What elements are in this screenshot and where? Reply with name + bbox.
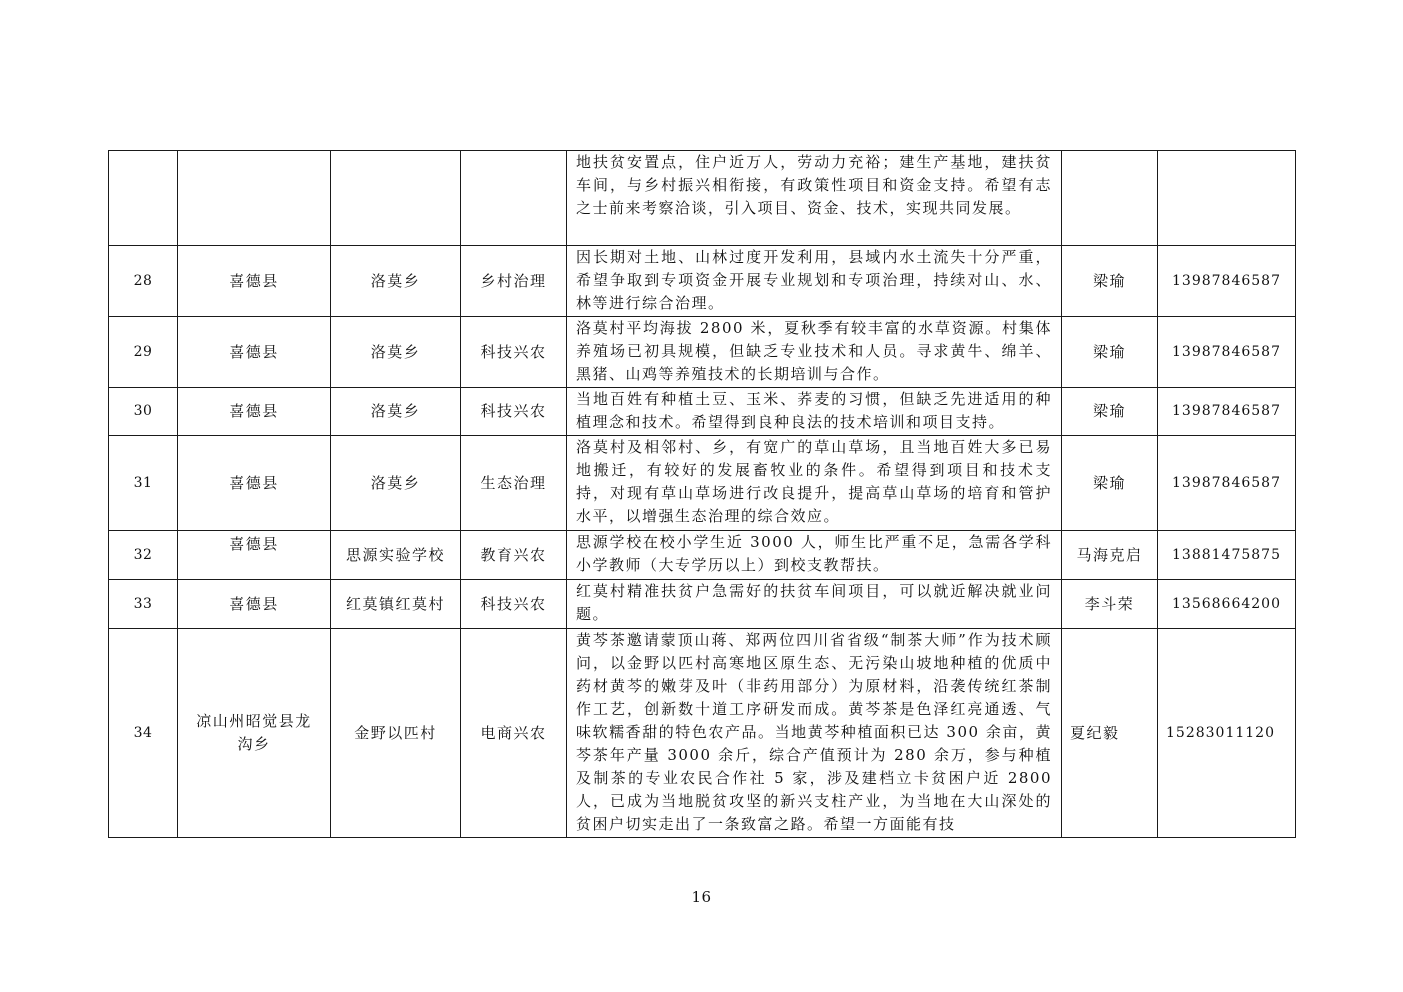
table-row — [109, 246, 1296, 317]
table-row — [109, 436, 1296, 531]
county-cell: 喜德县 — [178, 531, 331, 580]
category-cell: 电商兴农 — [461, 629, 567, 838]
contact-cell: 梁瑜 — [1062, 317, 1158, 388]
table-row — [109, 580, 1296, 629]
row-number-cell: 30 — [109, 388, 178, 436]
contact-cell: 梁瑜 — [1062, 436, 1158, 531]
contact-cell: 梁瑜 — [1062, 388, 1158, 436]
row-number-cell: 31 — [109, 436, 178, 531]
description-cell: 黄芩茶邀请蒙顶山蒋、郑两位四川省省级“制茶大师”作为技术顾问，以金野以匹村高寒地区原生态、无污染山坡地种植的优质中药材黄芩的嫩芽及叶（非药用部分）为原材料，沿袭传统红茶制作工艺，创新数十道工序研发而成。黄芩茶是色泽红亮通透、气味软糯香甜的特色农产品。当地黄芩种植面积已达 300 余亩，黄芩茶年产量 3000 余斤，综合产值预计为 280 余万，参与种植及制茶的专业农民合作社 5 家，涉及建档立卡贫困户近 2800 人，已成为当地脱贫攻坚的新兴支柱产业，为当地在大山深处的贫困户切实走出了一条致富之路。希望一方面能有技 — [567, 629, 1062, 838]
table-row — [109, 388, 1296, 436]
town-cell: 红莫镇红莫村 — [331, 580, 461, 629]
phone-cell: 13987846587 — [1158, 317, 1296, 388]
description-cell: 当地百姓有种植土豆、玉米、荞麦的习惯，但缺乏先进适用的种植理念和技术。希望得到良种良法的技术培训和项目支持。 — [567, 388, 1062, 436]
description-cell: 洛莫村及相邻村、乡，有宽广的草山草场，且当地百姓大多已易地搬迁，有较好的发展畜牧业的条件。希望得到项目和技术支持，对现有草山草场进行改良提升，提高草山草场的培育和管护水平，以增强生态治理的综合效应。 — [567, 436, 1062, 531]
town-cell: 思源实验学校 — [331, 531, 461, 580]
contact-cell: 马海克启 — [1062, 531, 1158, 580]
phone-cell: 13987846587 — [1158, 436, 1296, 531]
row-number-cell: 32 — [109, 531, 178, 580]
category-cell: 科技兴农 — [461, 580, 567, 629]
table-row — [109, 317, 1296, 388]
category-cell: 科技兴农 — [461, 388, 567, 436]
needs-table — [108, 150, 1296, 838]
town-cell: 洛莫乡 — [331, 246, 461, 317]
county-cell: 喜德县 — [178, 388, 331, 436]
county-cell: 喜德县 — [178, 436, 331, 531]
phone-cell: 13987846587 — [1158, 388, 1296, 436]
contact-cell — [1062, 151, 1158, 246]
county-cell — [178, 151, 331, 246]
category-cell: 教育兴农 — [461, 531, 567, 580]
phone-cell — [1158, 151, 1296, 246]
phone-cell: 15283011120 — [1158, 629, 1296, 838]
row-number-cell: 33 — [109, 580, 178, 629]
town-cell — [331, 151, 461, 246]
page-number: 16 — [691, 888, 712, 906]
row-number-cell: 29 — [109, 317, 178, 388]
category-cell: 科技兴农 — [461, 317, 567, 388]
table-row — [109, 531, 1296, 580]
description-cell: 地扶贫安置点，住户近万人，劳动力充裕；建生产基地，建扶贫车间，与乡村振兴相衔接，有政策性项目和资金支持。希望有志之士前来考察洽谈，引入项目、资金、技术，实现共同发展。 — [567, 151, 1062, 246]
category-cell: 生态治理 — [461, 436, 567, 531]
description-cell: 洛莫村平均海拔 2800 米，夏秋季有较丰富的水草资源。村集体养殖场已初具规模，但缺乏专业技术和人员。寻求黄牛、绵羊、黑猪、山鸡等养殖技术的长期培训与合作。 — [567, 317, 1062, 388]
county-cell: 喜德县 — [178, 246, 331, 317]
row-number-cell: 28 — [109, 246, 178, 317]
town-cell: 洛莫乡 — [331, 388, 461, 436]
table-row-continuation — [109, 151, 1296, 246]
phone-cell: 13881475875 — [1158, 531, 1296, 580]
contact-cell: 梁瑜 — [1062, 246, 1158, 317]
town-cell: 洛莫乡 — [331, 317, 461, 388]
category-cell: 乡村治理 — [461, 246, 567, 317]
county-cell: 喜德县 — [178, 580, 331, 629]
description-cell: 因长期对土地、山林过度开发利用，县域内水土流失十分严重，希望争取到专项资金开展专业规划和专项治理，持续对山、水、林等进行综合治理。 — [567, 246, 1062, 317]
table-row — [109, 629, 1296, 838]
row-number-cell: 34 — [109, 629, 178, 838]
category-cell — [461, 151, 567, 246]
phone-cell: 13568664200 — [1158, 580, 1296, 629]
county-cell: 喜德县 — [178, 317, 331, 388]
contact-cell: 李斗荣 — [1062, 580, 1158, 629]
phone-cell: 13987846587 — [1158, 246, 1296, 317]
town-cell: 金野以匹村 — [331, 629, 461, 838]
contact-cell: 夏纪毅 — [1062, 629, 1158, 838]
row-number-cell — [109, 151, 178, 246]
town-cell: 洛莫乡 — [331, 436, 461, 531]
description-cell: 红莫村精准扶贫户急需好的扶贫车间项目，可以就近解决就业问题。 — [567, 580, 1062, 629]
description-cell: 思源学校在校小学生近 3000 人，师生比严重不足，急需各学科小学教师（大专学历以上）到校支教帮扶。 — [567, 531, 1062, 580]
county-cell: 凉山州昭觉县龙沟乡 — [178, 629, 331, 838]
